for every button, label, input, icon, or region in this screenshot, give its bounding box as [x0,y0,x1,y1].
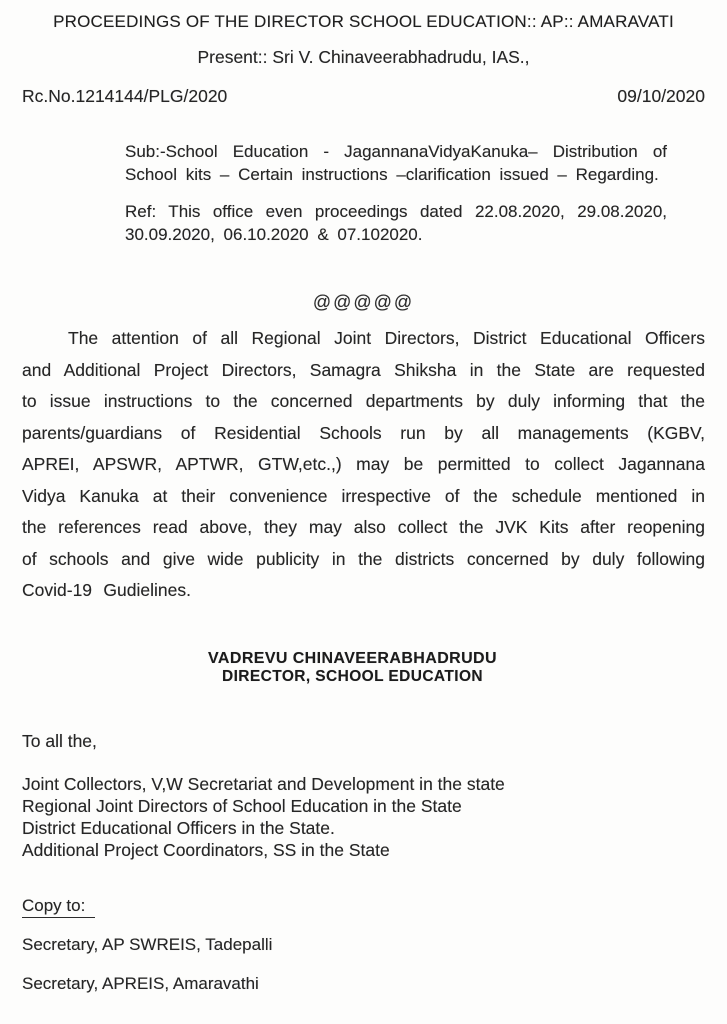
signature-block [11,649,694,687]
section-separator: @@@@@ [312,292,415,313]
copy-to-line: Secretary, AP SWREIS, Tadepalli [22,934,273,954]
subject-paragraph: Sub:-School Education - JagannanaVidyaKanuka– Distribution of School kits – Certain instructions –clarification issued – Regarding. [125,142,667,184]
addressee-line: Additional Project Coordinators, SS in the State [22,840,390,861]
reference-number-row [22,86,705,107]
rc-number: Rc.No.1214144/PLG/2020 [22,86,228,106]
body-paragraph: The attention of all Regional Joint Directors, District Educational Officers and Additional Project Directors, Samagra Shiksha in the State are requested to issue instructions to the concerned departments by duly informing that the parents/guardians of Residential Schools run by all managements (KGBV, APREI, APSWR, APTWR, GTW,etc.,) may be permitted to collect Jagannana Vidya Kanuka at their convenience irrespective of the schedule mentioned in the references read above, they may also collect the JVK Kits after reopening of schools and give wide publicity in the districts concerned by duly following Covid-19 Gudielines. [22,328,705,601]
addressee-line: Joint Collectors, V,W Secretariat and Development in the state [22,773,505,794]
present-line: Present:: Sri V. Chinaveerabhadrudu, IAS., [197,47,530,67]
reference-paragraph: Ref: This office even proceedings dated 22.08.2020, 29.08.2020, 30.09.2020, 06.10.2020 & 07.102020. [125,202,667,244]
document-title: PROCEEDINGS OF THE DIRECTOR SCHOOL EDUCATION:: AP:: AMARAVATI [53,12,674,31]
addressee-list [22,773,705,862]
copy-to-label: Copy to: [22,896,95,918]
addressee-line: District Educational Officers in the State. [22,818,335,839]
signatory-designation: DIRECTOR, SCHOOL EDUCATION [222,668,483,686]
document-date: 09/10/2020 [617,86,705,106]
signatory-name: VADREVU CHINAVEERABHADRUDU [208,649,497,667]
addressee-salutation: To all the, [22,730,97,751]
subject-reference-block [125,141,667,246]
addressee-line: Regional Joint Directors of School Education in the State [22,795,462,816]
copy-to-line: Secretary, APREIS, Amaravathi [22,973,259,993]
